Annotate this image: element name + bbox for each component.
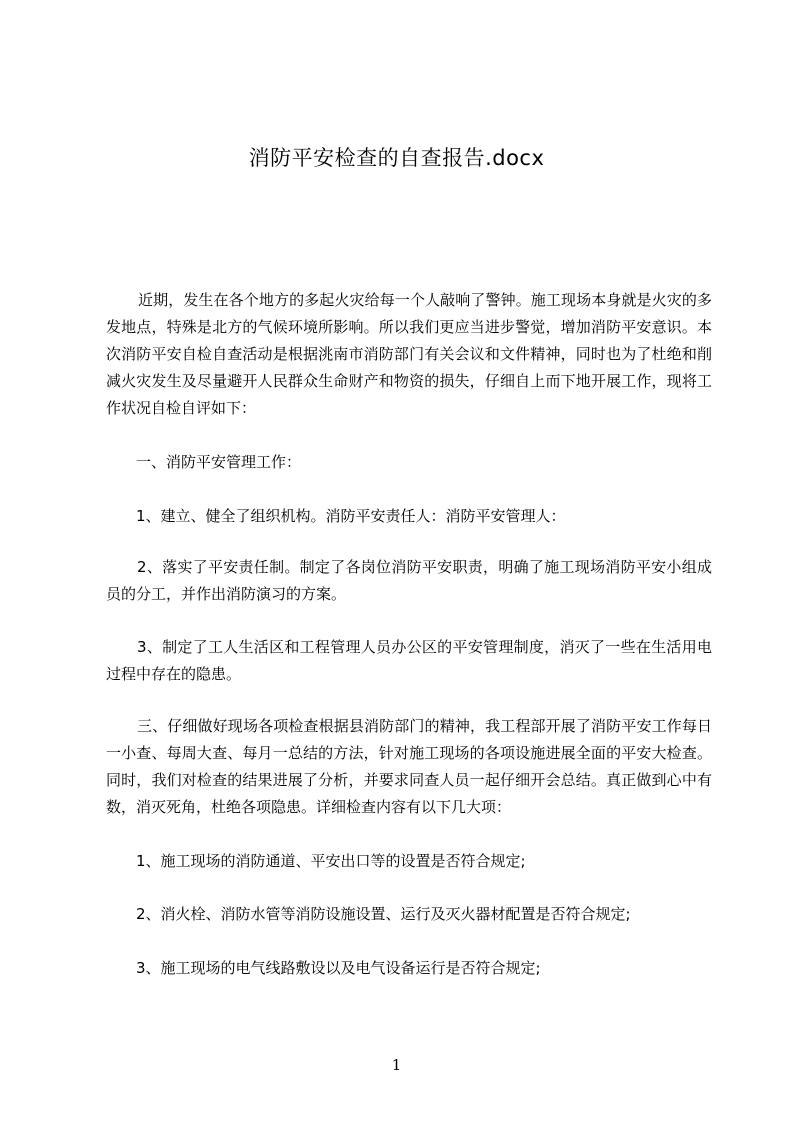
check-item-1: 1、施工现场的消防通道、平安出口等的设置是否符合规定;	[136, 852, 526, 870]
page-number: 1	[391, 1056, 402, 1074]
check-item-2: 2、消火栓、消防水管等消防设施设置、运行及灭火器材配置是否符合规定;	[136, 905, 631, 923]
document-title: 消防平安检查的自查报告.docx	[248, 146, 545, 170]
management-item-2: 2、落实了平安责任制。制定了各岗位消防平安职责，明确了施工现场消防平安小组成员的分工，并作出消防演习的方案。	[106, 558, 712, 603]
section-heading-management: 一、消防平安管理工作：	[136, 453, 302, 471]
management-item-3: 3、制定了工人生活区和工程管理人员办公区的平安管理制度，消灭了一些在生活用电过程中存在的隐患。	[106, 638, 712, 683]
check-item-3: 3、施工现场的电气线路敷设以及电气设备运行是否符合规定;	[136, 959, 541, 977]
section-inspection-paragraph: 三、仔细做好现场各项检查根据县消防部门的精神，我工程部开展了消防平安工作每日一小查、每周大查、每月一总结的方法，针对施工现场的各项设施进展全面的平安大检查。同时，我们对检查的结果进展了分析，并要求同查人员一起仔细开会总结。真正做到心中有数，消灭死角，杜绝各项隐患。详细检查内容有以下几大项：	[106, 717, 712, 816]
management-item-1: 1、建立、健全了组织机构。消防平安责任人：消防平安管理人：	[136, 507, 566, 525]
intro-paragraph: 近期，发生在各个地方的多起火灾给每一个人敲响了警钟。施工现场本身就是火灾的多发地点，特殊是北方的气候环境所影响。所以我们更应当进步警觉，增加消防平安意识。本次消防平安自检自查活动是根据洮南市消防部门有关会议和文件精神，同时也为了杜绝和削减火灾发生及尽量避开人民群众生命财产和物资的损失，仔细自上而下地开展工作，现将工作状况自检自评如下：	[106, 291, 712, 417]
